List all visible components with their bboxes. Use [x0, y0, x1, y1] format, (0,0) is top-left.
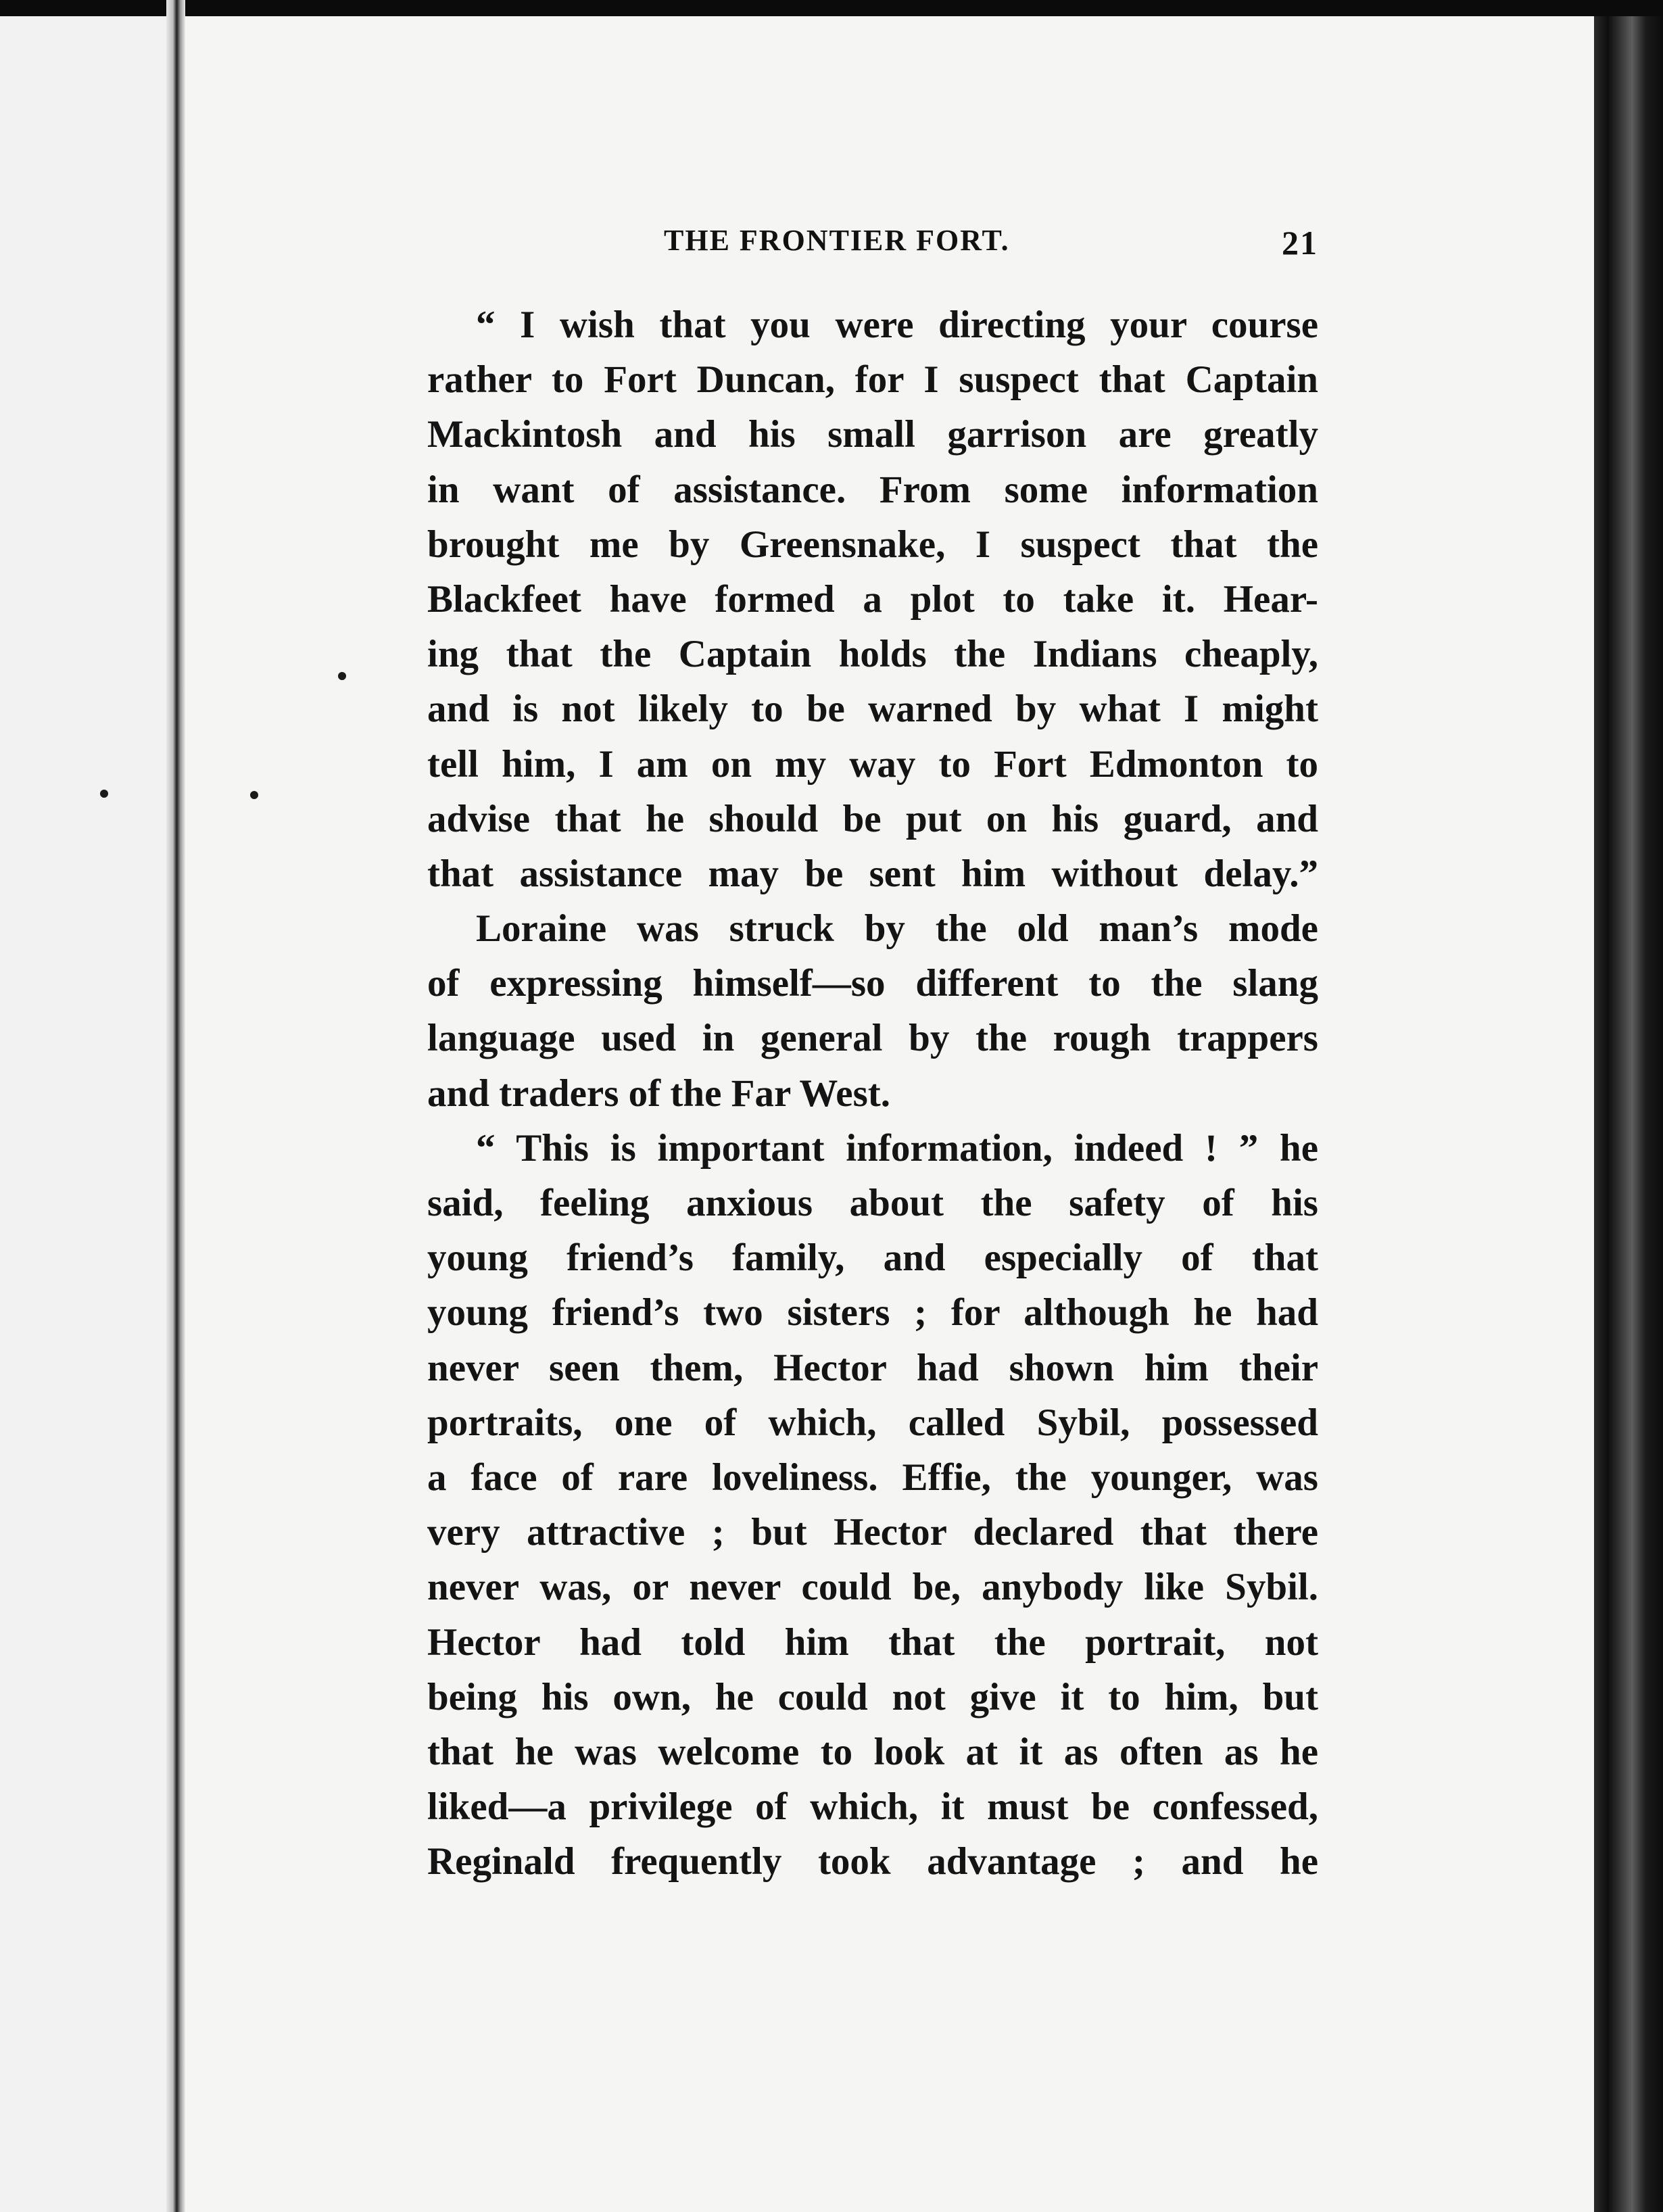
gutter-fold — [166, 0, 185, 2212]
text-line: ing that the Captain holds the Indians cheaply, — [427, 633, 1318, 676]
text-line: never was, or never could be, anybody like Sybil. — [427, 1566, 1318, 1609]
page-edge-right — [1594, 16, 1663, 2212]
text-line: that he was welcome to look at it as often as he — [427, 1730, 1318, 1773]
text-line: brought me by Greensnake, I suspect that the — [427, 523, 1318, 566]
text-line: “ This is important information, indeed ! ” he — [476, 1126, 1318, 1170]
text-line: “ I wish that you were directing your course — [476, 304, 1318, 346]
text-line: young friend’s two sisters ; for although he had — [427, 1291, 1318, 1335]
text-line: and traders of the Far West. — [427, 1072, 891, 1115]
running-title: THE FRONTIER FORT. — [664, 224, 1010, 257]
text-line: being his own, he could not give it to him, but — [427, 1675, 1318, 1718]
text-line: of expressing himself—so different to the slang — [427, 962, 1318, 1005]
text-line: liked—a privilege of which, it must be confessed, — [427, 1785, 1318, 1829]
text-line: that assistance may be sent him without delay.” — [427, 852, 1318, 895]
text-line: and is not likely to be warned by what I might — [427, 688, 1318, 731]
text-line: said, feeling anxious about the safety of his — [427, 1182, 1318, 1224]
body-text — [427, 297, 1318, 1889]
text-line: rather to Fort Duncan, for I suspect that Captain — [427, 358, 1318, 402]
text-line: in want of assistance. From some information — [427, 468, 1318, 511]
text-line: Reginald frequently took advantage ; and he — [427, 1840, 1318, 1883]
running-header — [427, 223, 1318, 264]
text-line: Mackintosh and his small garrison are greatly — [427, 413, 1318, 456]
text-line: never seen them, Hector had shown him their — [427, 1346, 1318, 1389]
speck-mark — [338, 672, 346, 680]
text-line: a face of rare loveliness. Effie, the younger, was — [427, 1456, 1318, 1499]
text-line: advise that he should be put on his guard, and — [427, 797, 1318, 840]
text-line: young friend’s family, and especially of that — [427, 1236, 1318, 1280]
text-line: Hector had told him that the portrait, not — [427, 1620, 1318, 1664]
text-line: tell him, I am on my way to Fort Edmonton to — [427, 742, 1318, 786]
text-line: very attractive ; but Hector declared that there — [427, 1511, 1318, 1554]
text-line: portraits, one of which, called Sybil, possessed — [427, 1401, 1318, 1444]
text-line: language used in general by the rough trappers — [427, 1017, 1318, 1060]
page-number: 21 — [1282, 224, 1318, 262]
top-border — [0, 0, 1663, 16]
speck-mark — [250, 791, 258, 799]
text-line: Loraine was struck by the old man’s mode — [476, 907, 1318, 951]
speck-mark — [100, 790, 108, 798]
text-line: Blackfeet have formed a plot to take it. Hear- — [427, 577, 1318, 621]
